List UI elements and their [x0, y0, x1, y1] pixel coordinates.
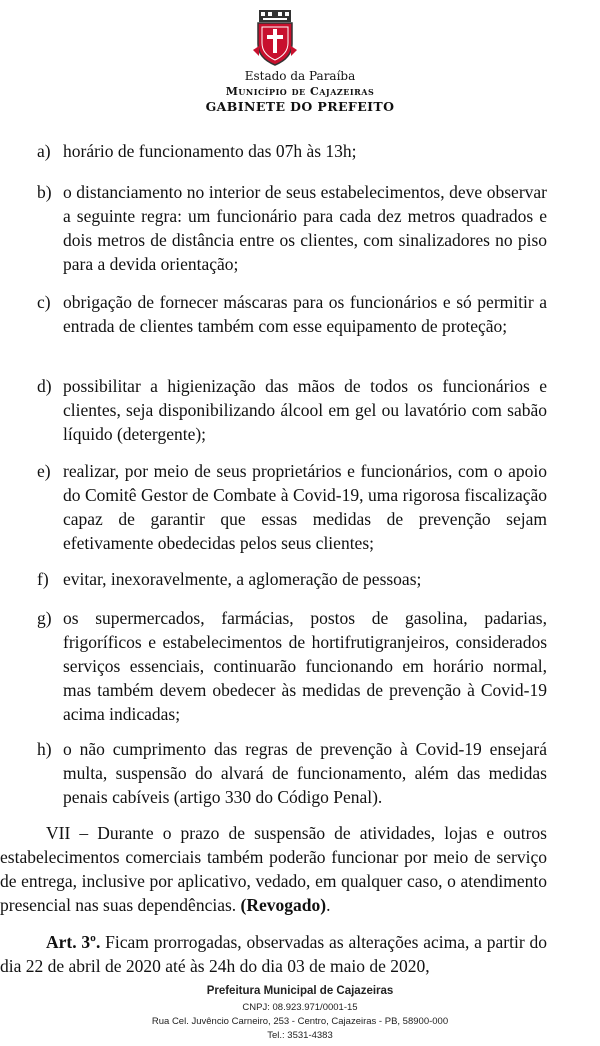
list-item-c: [37, 290, 547, 338]
list-item-label: a): [37, 141, 51, 161]
article-3-label: Art. 3º.: [46, 932, 101, 952]
header-office: GABINETE DO PREFEITO: [205, 99, 395, 114]
paragraph-vii-end: .: [326, 895, 331, 915]
list-item-h: [37, 737, 547, 809]
list-item-d: [37, 374, 547, 446]
list-item-text: possibilitar a higienização das mãos de todos os funcionários e clientes, seja disponibilizando álcool em gel ou lavatório com sabão líquido (detergente);: [63, 376, 547, 444]
footer-tel: Tel.: 3531-4383: [267, 1030, 333, 1041]
list-item-label: f): [37, 569, 49, 589]
header-state: Estado da Paraíba: [244, 69, 356, 83]
list-item-text: realizar, por meio de seus proprietários e funcionários, com o apoio do Comitê Gestor de Combate à Covid-19, uma rigorosa fiscalização capaz de garantir que essas medidas de prevenção sejam efetivamente obedecidas pelos seus clientes;: [63, 461, 547, 553]
header-municipality: Município de Cajazeiras: [225, 85, 375, 98]
footer-cnpj: CNPJ: 08.923.971/0001-15: [242, 1002, 358, 1013]
footer-name: Prefeitura Municipal de Cajazeiras: [206, 985, 394, 997]
paragraph-vii-text: VII – Durante o prazo de suspensão de atividades, lojas e outros estabelecimentos comerciais também poderão funcionar por meio de serviço de entrega, inclusive por aplicativo, vedado, em qualquer caso, o atendimento presencial nas suas dependências.: [0, 823, 547, 915]
list-item-text: obrigação de fornecer máscaras para os funcionários e só permitir a entrada de clientes também com esse equipamento de proteção;: [63, 292, 547, 336]
list-item-g: [37, 606, 547, 726]
list-item-a: [37, 139, 547, 163]
article-3: [0, 930, 547, 978]
list-item-f: [37, 567, 547, 591]
list-item-label: g): [37, 608, 52, 628]
revoked-label: (Revogado): [240, 895, 327, 915]
list-item-text: os supermercados, farmácias, postos de gasolina, padarias, frigoríficos e estabelecimentos de hortifrutigranjeiros, considerados serviços essenciais, continuarão funcionando em horário normal, mas também devem obedecer às medidas de prevenção à Covid-19 acima indicadas;: [63, 608, 547, 724]
paragraph-vii: [0, 821, 547, 917]
list-item-label: d): [37, 376, 52, 396]
list-item-label: b): [37, 182, 52, 202]
list-item-label: h): [37, 739, 52, 759]
list-item-text: evitar, inexoravelmente, a aglomeração de pessoas;: [63, 569, 422, 589]
footer-address: Rua Cel. Juvêncio Carneiro, 253 - Centro, Cajazeiras - PB, 58900-000: [151, 1016, 449, 1027]
list-item-text: o não cumprimento das regras de prevenção à Covid-19 ensejará multa, suspensão do alvará de funcionamento, além das medidas penais cabíveis (artigo 330 do Código Penal).: [63, 739, 547, 807]
coat-of-arms-icon: [253, 10, 297, 66]
list-item-text: o distanciamento no interior de seus estabelecimentos, deve observar a seguinte regra: um funcionário para cada dez metros quadrados e dois metros de distância entre os clientes, com sinalizadores no piso para a devida orientação;: [63, 182, 547, 274]
list-item-label: c): [37, 292, 51, 312]
list-item-text: horário de funcionamento das 07h às 13h;: [63, 141, 357, 161]
list-item-e: [37, 459, 547, 555]
list-item-label: e): [37, 461, 51, 481]
article-3-text: Ficam prorrogadas, observadas as alterações acima, a partir do dia 22 de abril de 2020 até às 24h do dia 03 de maio de 2020,: [0, 932, 547, 976]
list-item-b: [37, 180, 547, 276]
